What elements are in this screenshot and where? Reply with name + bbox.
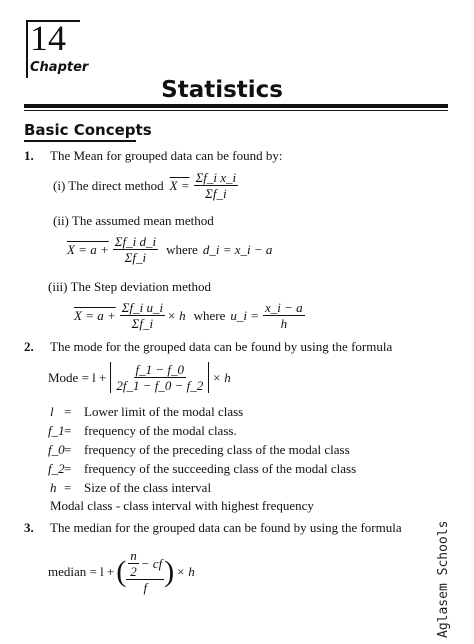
direct-method-row bbox=[53, 170, 238, 201]
median-inner-fraction bbox=[128, 548, 139, 579]
def-eq-h: = bbox=[64, 480, 72, 495]
section-heading: Basic Concepts bbox=[24, 121, 152, 139]
item-text-3: The median for the grouped data can be found by using the formula bbox=[50, 520, 402, 535]
title-rule-thick bbox=[24, 104, 448, 108]
assumed-mean-fraction bbox=[113, 234, 158, 265]
item-number-1: 1. bbox=[24, 148, 34, 163]
assumed-mean-label: (ii) The assumed mean method bbox=[53, 213, 214, 228]
def-symbol-f1: f_1 bbox=[48, 423, 65, 438]
median-right-paren: ) bbox=[164, 554, 175, 588]
mode-fraction bbox=[114, 362, 205, 393]
step-deviation-label: (iii) The Step deviation method bbox=[48, 279, 211, 294]
median-denominator: f bbox=[143, 580, 148, 595]
item-text-2: The mode for the grouped data can be found by using the formula bbox=[50, 339, 393, 354]
title-rule-thin bbox=[24, 110, 448, 111]
watermark bbox=[424, 500, 474, 640]
def-eq-f0: = bbox=[64, 442, 72, 457]
step-deviation-where-denominator: h bbox=[280, 316, 288, 331]
def-eq-f2: = bbox=[64, 461, 72, 476]
assumed-mean-numerator: Σf_i d_i bbox=[114, 234, 157, 249]
mode-formula-lhs: Mode = l + bbox=[48, 369, 107, 385]
median-inner-minus-cf: − cf bbox=[140, 556, 163, 571]
median-inner-n: n bbox=[130, 548, 137, 563]
step-deviation-lhs: X = a + bbox=[74, 307, 116, 323]
direct-method-label: (i) The direct method bbox=[53, 177, 164, 193]
def-symbol-h: h bbox=[50, 480, 57, 495]
item-text-1: The Mean for grouped data can be found by: bbox=[50, 148, 283, 163]
section-underline bbox=[24, 140, 136, 142]
mode-times: × h bbox=[212, 369, 231, 385]
def-symbol-f0: f_0 bbox=[48, 442, 65, 457]
step-deviation-row bbox=[74, 300, 305, 331]
median-fraction bbox=[126, 548, 164, 595]
step-deviation-where-fraction bbox=[263, 300, 305, 331]
item-number-2: 2. bbox=[24, 339, 34, 354]
def-eq-l: = bbox=[64, 404, 72, 419]
def-symbol-l: l bbox=[50, 404, 54, 419]
modal-class-note: Modal class - class interval with highest frequency bbox=[50, 498, 314, 513]
median-formula-row bbox=[48, 548, 195, 595]
def-meaning-l: Lower limit of the modal class bbox=[84, 404, 244, 419]
step-deviation-denominator: Σf_i bbox=[131, 316, 154, 331]
def-meaning-f1: frequency of the modal class. bbox=[84, 423, 237, 438]
def-meaning-h: Size of the class interval bbox=[84, 480, 212, 495]
median-formula-lhs: median = l + bbox=[48, 563, 115, 579]
direct-method-denominator: Σf_i bbox=[205, 186, 227, 201]
direct-method-numerator: Σf_i x_i bbox=[195, 170, 237, 185]
median-numerator bbox=[126, 548, 164, 580]
mode-formula-row bbox=[48, 362, 231, 393]
step-deviation-numerator: Σf_i u_i bbox=[121, 300, 164, 315]
assumed-mean-lhs: X = a + bbox=[67, 241, 109, 257]
chapter-label: Chapter bbox=[30, 60, 89, 75]
def-meaning-f2: frequency of the succeeding class of the modal class bbox=[84, 461, 357, 476]
step-deviation-where: where bbox=[193, 307, 226, 323]
def-symbol-f2: f_2 bbox=[48, 461, 65, 476]
step-deviation-fraction bbox=[120, 300, 165, 331]
mode-bracket bbox=[110, 362, 209, 393]
median-left-paren: ( bbox=[116, 554, 127, 588]
step-deviation-where-lhs: u_i = bbox=[230, 307, 259, 323]
watermark-text: Aglasem Schools bbox=[436, 520, 451, 638]
step-deviation-times: × h bbox=[167, 307, 186, 323]
def-meaning-f0: frequency of the preceding class of the modal class bbox=[84, 442, 350, 457]
chapter-title: Statistics bbox=[161, 77, 283, 103]
direct-method-lhs: X = bbox=[169, 177, 190, 193]
chapter-number: 14 bbox=[30, 18, 66, 58]
item-number-3: 3. bbox=[24, 520, 34, 535]
median-times: × h bbox=[176, 563, 195, 579]
assumed-mean-denominator: Σf_i bbox=[124, 250, 147, 265]
def-eq-f1: = bbox=[64, 423, 72, 438]
assumed-mean-where: where bbox=[166, 241, 198, 257]
direct-method-fraction bbox=[194, 170, 239, 201]
mode-numerator: f_1 − f_0 bbox=[135, 362, 185, 377]
assumed-mean-row bbox=[67, 234, 272, 265]
step-deviation-where-numerator: x_i − a bbox=[265, 300, 303, 315]
mode-denominator: 2f_1 − f_0 − f_2 bbox=[116, 378, 204, 393]
assumed-mean-where-expr: d_i = x_i − a bbox=[202, 241, 273, 257]
median-inner-2: 2 bbox=[130, 564, 137, 579]
